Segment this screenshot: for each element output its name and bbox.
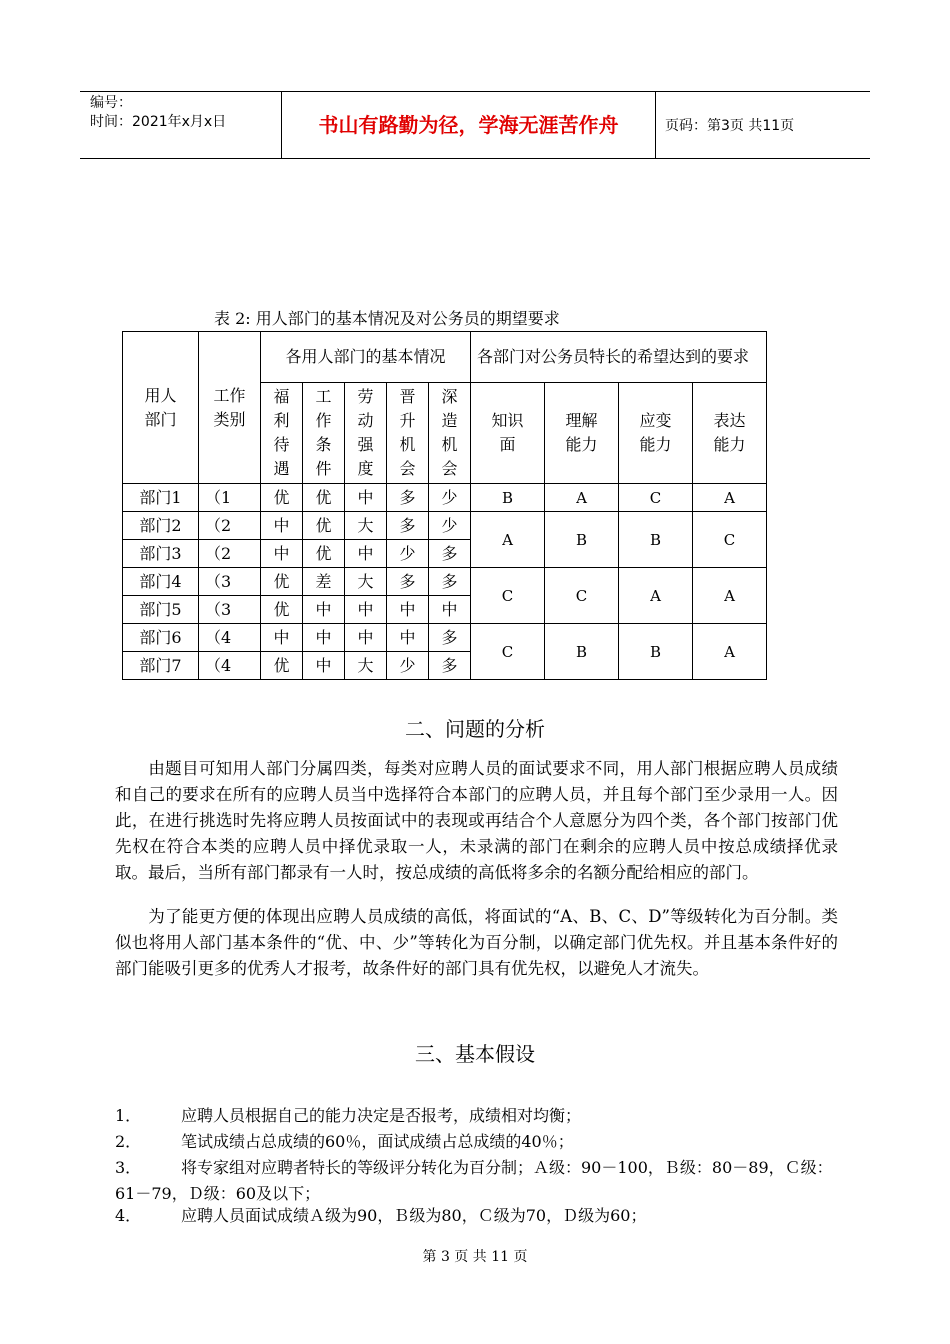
- basic-cell: 中: [345, 624, 387, 652]
- type-cell: （3: [199, 596, 261, 624]
- basic-cell: 优: [303, 540, 345, 568]
- dept-cell: 部门5: [123, 596, 199, 624]
- table-caption: 表 2: 用人部门的基本情况及对公务员的期望要求: [214, 309, 560, 328]
- header-expect-col: 表达能力: [693, 383, 767, 484]
- grade-cell: C: [471, 624, 545, 680]
- header-expect-col: 知识面: [471, 383, 545, 484]
- assumption-item: 1． 应聘人员根据自己的能力决定是否报考，成绩相对均衡；: [115, 1106, 582, 1125]
- header-basic-col: 晋升机会: [387, 383, 429, 484]
- header-dept: 用人部门: [123, 332, 199, 484]
- basic-cell: 中: [345, 484, 387, 512]
- grade-cell: C: [545, 568, 619, 624]
- grade-cell: A: [693, 624, 767, 680]
- assumption-item: 2． 笔试成绩占总成绩的60％，面试成绩占总成绩的40％；: [115, 1132, 574, 1151]
- table-row: [123, 512, 767, 540]
- grade-cell: B: [619, 624, 693, 680]
- basic-cell: 中: [429, 596, 471, 624]
- type-cell: （2: [199, 540, 261, 568]
- basic-cell: 中: [387, 596, 429, 624]
- grade-cell: A: [693, 484, 767, 512]
- analysis-paragraph-1: 由题目可知用人部门分属四类，每类对应聘人员的面试要求不同，用人部门根据应聘人员成绩和自己的要求在所有的应聘人员当中选择符合本部门的应聘人员，并且每个部门至少录用一人。因此，在进行挑选时先将应聘人员按面试中的表现或再结合个人意愿分为四个类，各个部门按部门优先权在符合本类的应聘人员中择优录取一人，未录满的部门在剩余的应聘人员中按总成绩择优录取。最后，当所有部门都录有一人时，按总成绩的高低将多余的名额分配给相应的部门。: [115, 759, 838, 882]
- basic-cell: 多: [429, 568, 471, 596]
- basic-cell: 中: [345, 596, 387, 624]
- type-cell: （4: [199, 624, 261, 652]
- basic-cell: 中: [261, 624, 303, 652]
- basic-cell: 中: [345, 540, 387, 568]
- header-divider: [655, 91, 656, 158]
- grade-cell: B: [545, 624, 619, 680]
- basic-cell: 中: [303, 596, 345, 624]
- basic-cell: 多: [387, 484, 429, 512]
- header-type: 工作类别: [199, 332, 261, 484]
- section-title-analysis: 二、问题的分析: [405, 717, 545, 741]
- header-expect-col: 应变能力: [619, 383, 693, 484]
- basic-cell: 中: [387, 624, 429, 652]
- type-cell: （1: [199, 484, 261, 512]
- basic-cell: 多: [387, 568, 429, 596]
- basic-cell: 优: [261, 596, 303, 624]
- basic-cell: 多: [429, 624, 471, 652]
- type-cell: （3: [199, 568, 261, 596]
- serial-label: 编号：: [90, 95, 132, 111]
- time-label: 时间：2021年x月x日: [90, 114, 227, 130]
- type-cell: （4: [199, 652, 261, 680]
- header-basic-col: 工作条件: [303, 383, 345, 484]
- grade-cell: B: [619, 512, 693, 568]
- assumption-item: 3． 将专家组对应聘者特长的等级评分转化为百分制；Ａ级：90－100，Ｂ级：80－89，Ｃ级：61－79，Ｄ级：60及以下；: [115, 1158, 833, 1203]
- grade-cell: A: [619, 568, 693, 624]
- dept-cell: 部门4: [123, 568, 199, 596]
- header-motto: 书山有路勤为径，学海无涯苦作舟: [318, 113, 619, 137]
- grade-cell: A: [471, 512, 545, 568]
- basic-cell: 少: [429, 512, 471, 540]
- basic-cell: 少: [387, 540, 429, 568]
- header-basic-col: 劳动强度: [345, 383, 387, 484]
- basic-cell: 中: [261, 540, 303, 568]
- basic-cell: 差: [303, 568, 345, 596]
- basic-cell: 少: [429, 484, 471, 512]
- header-basic-col: 福利待遇: [261, 383, 303, 484]
- basic-cell: 优: [303, 484, 345, 512]
- dept-cell: 部门2: [123, 512, 199, 540]
- header-expect-group: 各部门对公务员特长的希望达到的要求: [471, 332, 767, 383]
- basic-cell: 多: [387, 512, 429, 540]
- type-cell: （2: [199, 512, 261, 540]
- basic-cell: 优: [261, 652, 303, 680]
- header-top-rule: [80, 91, 870, 92]
- header-expect-col: 理解能力: [545, 383, 619, 484]
- grade-cell: B: [545, 512, 619, 568]
- grade-cell: A: [545, 484, 619, 512]
- analysis-paragraph-2: 为了能更方便的体现出应聘人员成绩的高低，将面试的“A、B、C、D”等级转化为百分制。类似也将用人部门基本条件的“优、中、少”等转化为百分制，以确定部门优先权。并且基本条件好的部门能吸引更多的优秀人才报考，故条件好的部门具有优先权，以避免人才流失。: [115, 907, 838, 978]
- page-footer: 第 3 页 共 11 页: [422, 1249, 528, 1265]
- dept-cell: 部门7: [123, 652, 199, 680]
- basic-cell: 优: [261, 568, 303, 596]
- grade-cell: C: [693, 512, 767, 568]
- section-title-assumptions: 三、基本假设: [415, 1042, 535, 1066]
- basic-cell: 大: [345, 512, 387, 540]
- header-basic-group: 各用人部门的基本情况: [261, 332, 471, 383]
- basic-cell: 少: [387, 652, 429, 680]
- basic-cell: 中: [303, 652, 345, 680]
- basic-cell: 多: [429, 652, 471, 680]
- basic-cell: 中: [303, 624, 345, 652]
- header-basic-col: 深造机会: [429, 383, 471, 484]
- basic-cell: 多: [429, 540, 471, 568]
- department-table: [122, 331, 767, 680]
- dept-cell: 部门3: [123, 540, 199, 568]
- basic-cell: 优: [303, 512, 345, 540]
- basic-cell: 优: [261, 484, 303, 512]
- grade-cell: A: [693, 568, 767, 624]
- dept-cell: 部门1: [123, 484, 199, 512]
- grade-cell: B: [471, 484, 545, 512]
- grade-cell: C: [619, 484, 693, 512]
- basic-cell: 中: [261, 512, 303, 540]
- basic-cell: 大: [345, 568, 387, 596]
- dept-cell: 部门6: [123, 624, 199, 652]
- table-row: [123, 624, 767, 652]
- assumption-item: 4． 应聘人员面试成绩Ａ级为90，Ｂ级为80，Ｃ级为70，Ｄ级为60；: [115, 1206, 647, 1225]
- table-row: [123, 568, 767, 596]
- table-row: [123, 484, 767, 512]
- header-bottom-rule: [80, 158, 870, 159]
- basic-cell: 大: [345, 652, 387, 680]
- grade-cell: C: [471, 568, 545, 624]
- page-code: 页码：第3页 共11页: [665, 118, 795, 134]
